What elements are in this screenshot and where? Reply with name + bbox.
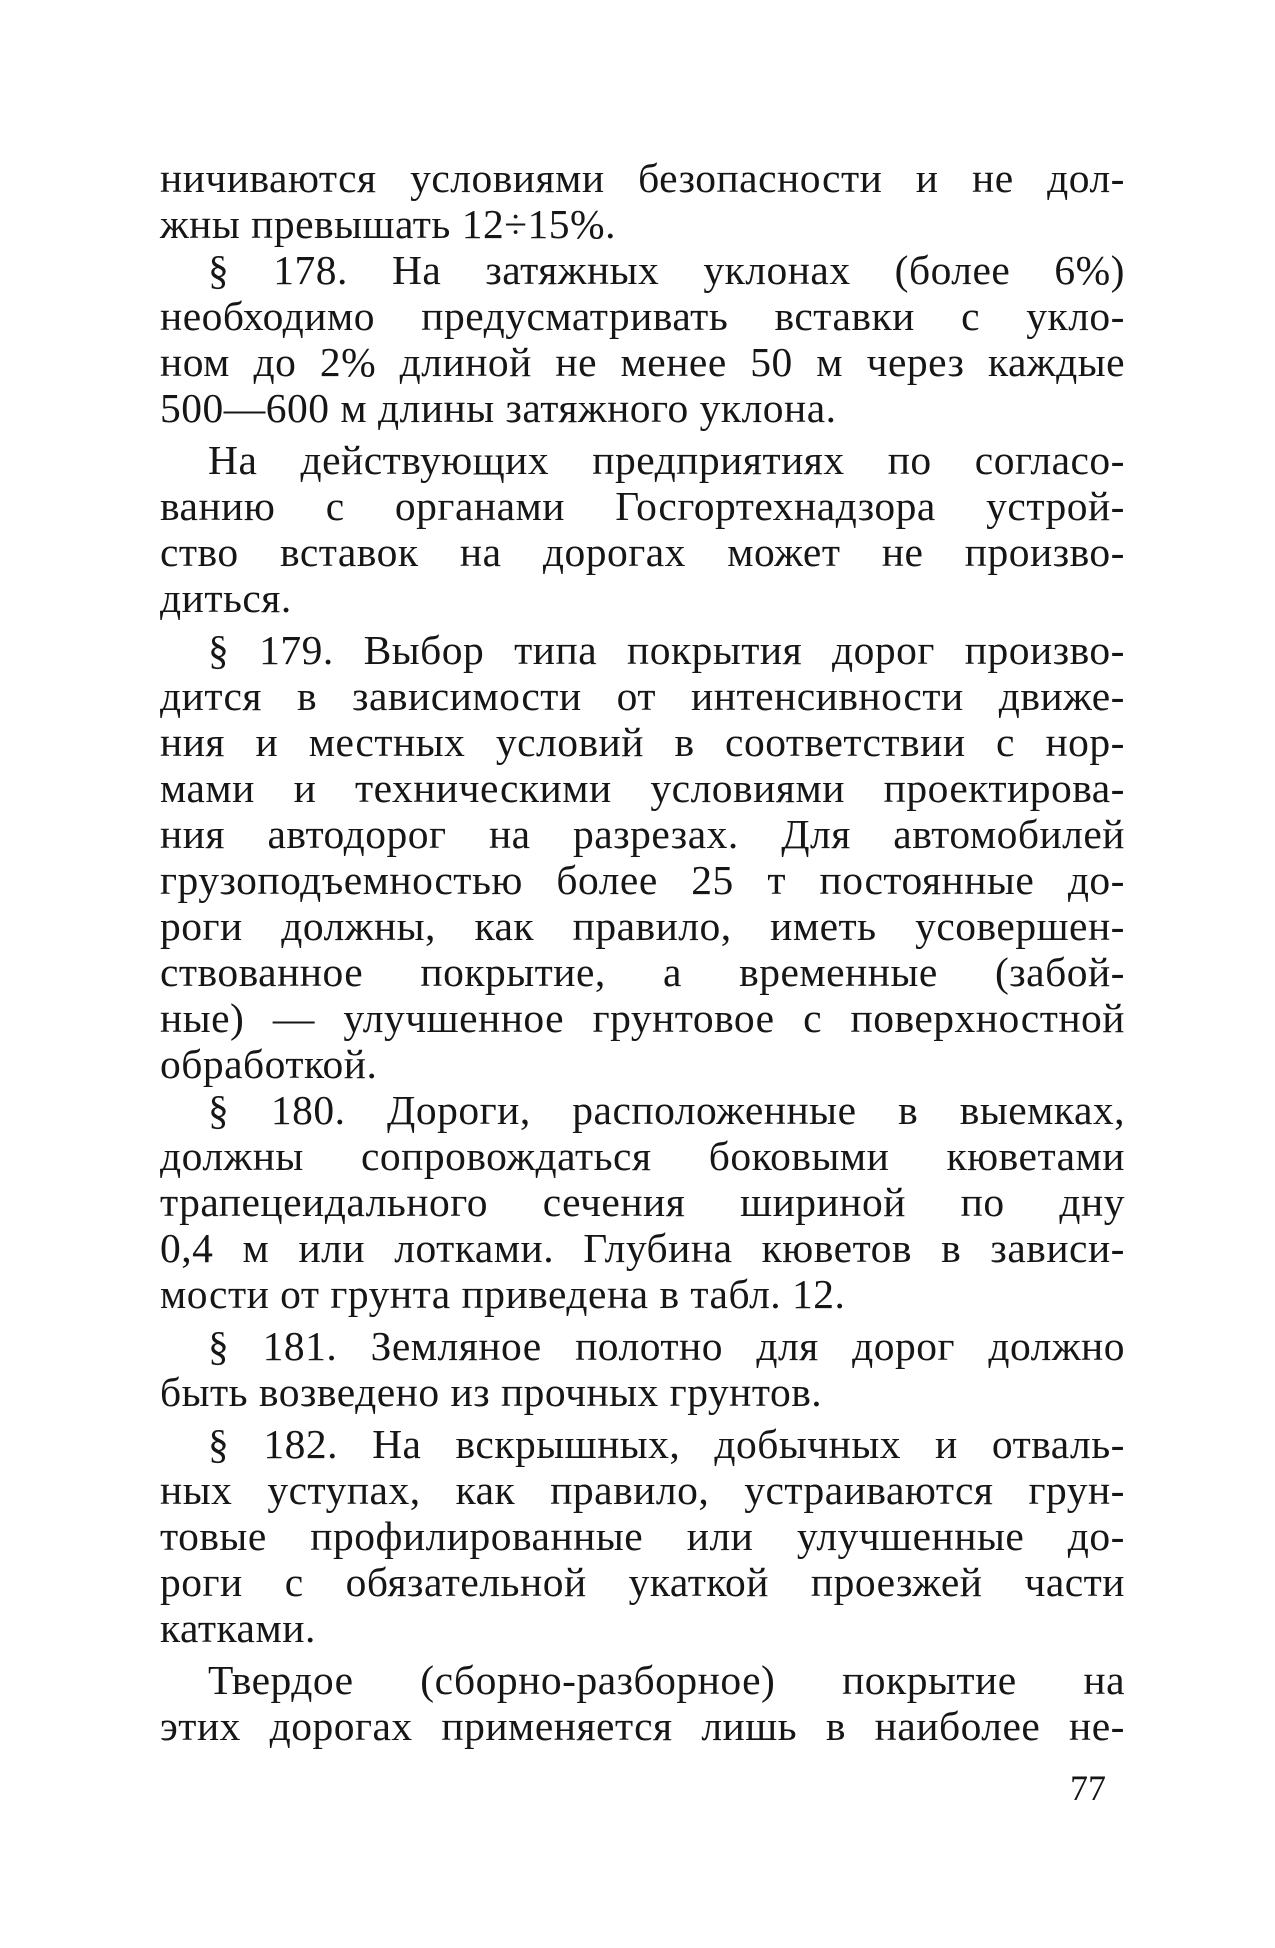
text-line: диться. [160, 575, 292, 621]
text-line: быть возведено из прочных грунтов. [160, 1369, 823, 1415]
page-number: 77 [1070, 1768, 1106, 1808]
text-line: ство вставок на дорогах может не произво- [160, 529, 1125, 575]
text-line: грузоподъемностью более 25 т постоянные до- [160, 857, 1125, 903]
text-line: 500—600 м длины затяжного уклона. [160, 385, 837, 431]
text-line: мами и техническими условиями проектирова- [160, 765, 1125, 811]
paragraph-start: Твердое (сборно-разборное) покрытие на [208, 1657, 1125, 1703]
paragraph-179-start: § 179. Выбор типа покрытия дорог произво- [208, 627, 1125, 673]
text-line: должны сопровождаться боковыми кюветами [160, 1133, 1125, 1179]
paragraph-181-start: § 181. Земляное полотно для дорог должно [208, 1323, 1125, 1369]
text-line: ничиваются условиями безопасности и не дол- [160, 155, 1125, 201]
text-line: роги с обязательной укаткой проезжей части [160, 1559, 1125, 1605]
text-line: необходимо предусматривать вставки с укло- [160, 293, 1125, 339]
text-line: ных уступах, как правило, устраиваются грун- [160, 1467, 1125, 1513]
text-line: товые профилированные или улучшенные до- [160, 1513, 1125, 1559]
text-line: катками. [160, 1605, 316, 1651]
text-line: ния и местных условий в соответствии с нор- [160, 719, 1125, 765]
text-line: ванию с органами Госгортехнадзора устрой- [160, 483, 1125, 529]
text-line: ния автодорог на разрезах. Для автомобилей [160, 811, 1125, 857]
text-line: ные) — улучшенное грунтовое с поверхностной [160, 995, 1125, 1041]
text-line: этих дорогах применяется лишь в наиболее не- [160, 1703, 1125, 1749]
paragraph-start: На действующих предприятиях по согласо- [208, 437, 1125, 483]
paragraph-180-start: § 180. Дороги, расположенные в выемках, [208, 1087, 1125, 1133]
text-line: роги должны, как правило, иметь усовершен- [160, 903, 1125, 949]
text-line: обработкой. [160, 1041, 378, 1087]
text-line: трапецеидального сечения шириной по дну [160, 1179, 1125, 1225]
text-line: ствованное покрытие, а временные (забой- [160, 949, 1125, 995]
text-line: мости от грунта приведена в табл. 12. [160, 1271, 846, 1317]
paragraph-178-start: § 178. На затяжных уклонах (более 6%) [208, 247, 1125, 293]
text-line: жны превышать 12÷15%. [160, 201, 616, 247]
paragraph-182-start: § 182. На вскрышных, добычных и отваль- [208, 1421, 1125, 1467]
page-text [160, 155, 1125, 1749]
text-line: 0,4 м или лотками. Глубина кюветов в зависи- [160, 1225, 1125, 1271]
text-line: дится в зависимости от интенсивности движе- [160, 673, 1125, 719]
text-line: ном до 2% длиной не менее 50 м через каждые [160, 339, 1125, 385]
